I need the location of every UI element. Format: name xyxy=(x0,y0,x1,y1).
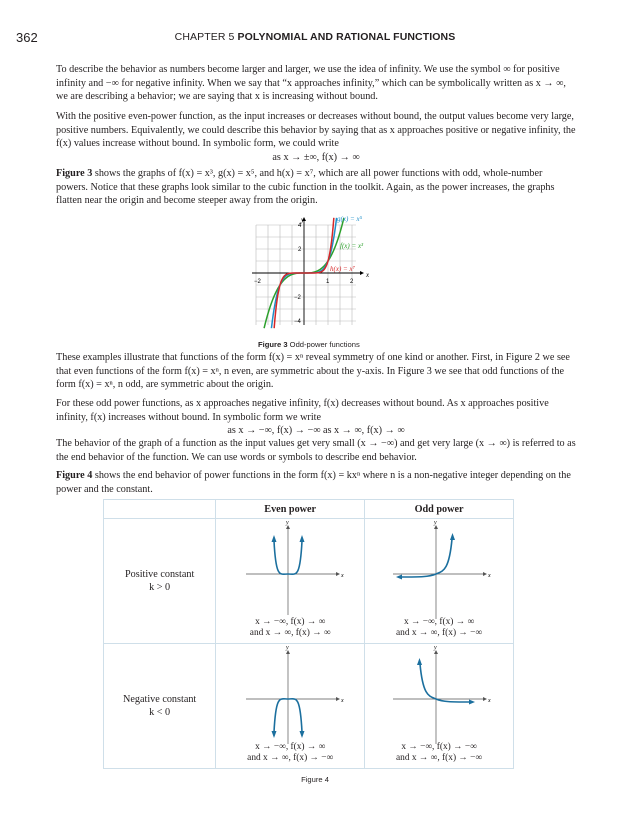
cell-pos-even xyxy=(216,519,365,644)
chapter-title: POLYNOMIAL AND RATIONAL FUNCTIONS xyxy=(237,31,456,43)
paragraph-1: To describe the behavior as numbers become larger and larger, we use the idea of infinity. We use the symbol ∞ for positive infinity and −∞ for negative infinity. When we say that “x approaches infinity,” which can be symbolically written as x → ∞, we are describing a behavior; we are saying that x is increasing without bound. xyxy=(56,64,566,103)
row-negative-label xyxy=(104,644,216,769)
math-odd-end-behavior: as x → −∞, f(x) → −∞ as x → ∞, f(x) → ∞ xyxy=(227,425,405,437)
end-text-line1: x → −∞, f(x) → −∞ xyxy=(401,742,477,752)
chapter-label: CHAPTER 5 xyxy=(174,31,235,43)
paragraph-even-power xyxy=(56,110,576,164)
axis-x-label: x xyxy=(341,573,344,579)
label-h: h(x) = x⁷ xyxy=(330,265,356,273)
axis-x-label: x xyxy=(341,698,344,704)
cell-neg-even xyxy=(216,644,365,769)
row-positive-line1: Positive constant xyxy=(124,569,195,580)
end-text-line1: x → −∞, f(x) → ∞ xyxy=(255,617,326,627)
paragraph-odd-power xyxy=(56,397,576,438)
row-negative-line1: Negative constant xyxy=(123,694,197,705)
axis-y-label: y xyxy=(286,645,289,651)
paragraph-figure3-intro xyxy=(56,167,576,208)
paragraph-2: With the positive even-power function, as the input increases or decreases without bound, the output values become very large, positive numbers. Equivalently, we could describe this behavior by saying that as x approaches positive or negative infinity, the f(x) values increase without bound. In symbolic form, we could write xyxy=(56,111,576,150)
figure3-caption xyxy=(258,340,360,349)
axis-y-label: y xyxy=(434,645,437,651)
tick-y4: 4 xyxy=(298,223,302,229)
page-number: 362 xyxy=(16,30,38,45)
axis-x-label: x xyxy=(488,573,491,579)
end-behavior-text xyxy=(365,742,513,764)
figure3-ref: Figure 3 xyxy=(56,168,93,179)
axis-y-label: y xyxy=(286,520,289,526)
end-text-line1: x → −∞, f(x) → ∞ xyxy=(255,742,326,752)
col-even-power: Even power xyxy=(216,500,365,519)
figure3-graph xyxy=(250,215,370,335)
paragraph-6: The behavior of the graph of a function as the input values get very small (x → −∞) and get very large (x → ∞) is referred to as the end behavior of the function. We can use words or symbols to describe end behavior. xyxy=(56,438,576,463)
label-f: f(x) = x³ xyxy=(340,242,364,250)
figure3-caption-text: Odd-power functions xyxy=(289,340,360,349)
cell-pos-odd xyxy=(365,519,514,644)
paragraph-7-text: shows the end behavior of power functions in the form f(x) = kxⁿ where n is a non-negative integer depending on the power and the constant. xyxy=(56,470,571,495)
end-behavior-text xyxy=(365,617,513,639)
curve-pos-odd xyxy=(401,539,452,577)
arrowhead xyxy=(272,535,277,542)
figure4-table xyxy=(103,499,514,769)
end-text-line2: and x → ∞, f(x) → −∞ xyxy=(396,628,483,638)
paragraph-infinity xyxy=(56,63,576,104)
figure3-caption-label: Figure 3 xyxy=(258,340,288,349)
axis-y-label: y xyxy=(434,520,437,526)
figure3-x-label: x xyxy=(366,271,370,279)
end-text-line1: x → −∞, f(x) → ∞ xyxy=(403,617,475,627)
paragraph-end-behavior xyxy=(56,437,576,464)
paragraph-5: For these odd power functions, as x approaches negative infinity, f(x) decreases without bound. As x approaches positive infinity, f(x) increases without bound. In symbolic form we write xyxy=(56,398,549,423)
figure4-caption: Figure 4 xyxy=(301,775,329,784)
tick-x1: 1 xyxy=(326,279,330,285)
arrowhead xyxy=(300,535,305,542)
end-text-line2: and x → ∞, f(x) → ∞ xyxy=(249,628,331,638)
arrowhead xyxy=(300,731,305,738)
paragraph-symmetry xyxy=(56,351,576,392)
chapter-heading xyxy=(16,31,614,43)
row-negative-line2: k < 0 xyxy=(149,707,171,718)
end-behavior-text xyxy=(216,617,364,639)
figure3-y-label: y xyxy=(301,215,305,224)
row-positive-line2: k > 0 xyxy=(149,582,171,593)
arrowhead xyxy=(469,700,475,705)
end-text-line2: and x → ∞, f(x) → −∞ xyxy=(247,753,334,763)
paragraph-figure4-intro xyxy=(56,469,576,496)
figure3-grid xyxy=(256,225,356,325)
curve-neg-odd xyxy=(420,664,469,702)
figure4-ref: Figure 4 xyxy=(56,470,93,481)
tick-x2: 2 xyxy=(350,279,354,285)
arrowhead xyxy=(450,533,455,540)
corner-cell xyxy=(104,500,216,519)
paragraph-7 xyxy=(56,469,576,496)
tick-yneg2: −2 xyxy=(294,295,301,301)
paragraph-4: These examples illustrate that functions of the form f(x) = xⁿ reveal symmetry of one kind or another. First, in Figure 2 we see that even functions of the form f(x) = xⁿ, n even, are symmetric about the y-axis. In Figure 3 we see that odd functions of the form f(x) = xⁿ, n odd, are symmetric about the origin. xyxy=(56,352,570,391)
row-positive-label xyxy=(104,519,216,644)
label-g: g(x) = x⁵ xyxy=(337,215,363,223)
cell-neg-odd xyxy=(365,644,514,769)
tick-xneg2: −2 xyxy=(254,279,261,285)
col-odd-power: Odd power xyxy=(365,500,514,519)
paragraph-3-text: shows the graphs of f(x) = x³, g(x) = x⁵, and h(x) = x⁷, which are all power functions with odd, whole-number powers. Notice that these graphs look similar to the cubic function in the toolkit. Again, as the power increases, the graphs flatten near the origin and become steeper away from the origin. xyxy=(56,168,555,207)
axis-x-label: x xyxy=(488,698,491,704)
arrowhead xyxy=(396,575,402,580)
tick-yneg4: −4 xyxy=(294,319,301,325)
page-header xyxy=(16,30,614,46)
arrowhead xyxy=(272,731,277,738)
paragraph-3 xyxy=(56,167,576,208)
end-text-line2: and x → ∞, f(x) → −∞ xyxy=(396,753,483,763)
arrowhead xyxy=(417,658,422,665)
tick-y2: 2 xyxy=(298,247,302,253)
math-even-end-behavior: as x → ±∞, f(x) → ∞ xyxy=(272,151,360,163)
end-behavior-text xyxy=(216,742,364,764)
